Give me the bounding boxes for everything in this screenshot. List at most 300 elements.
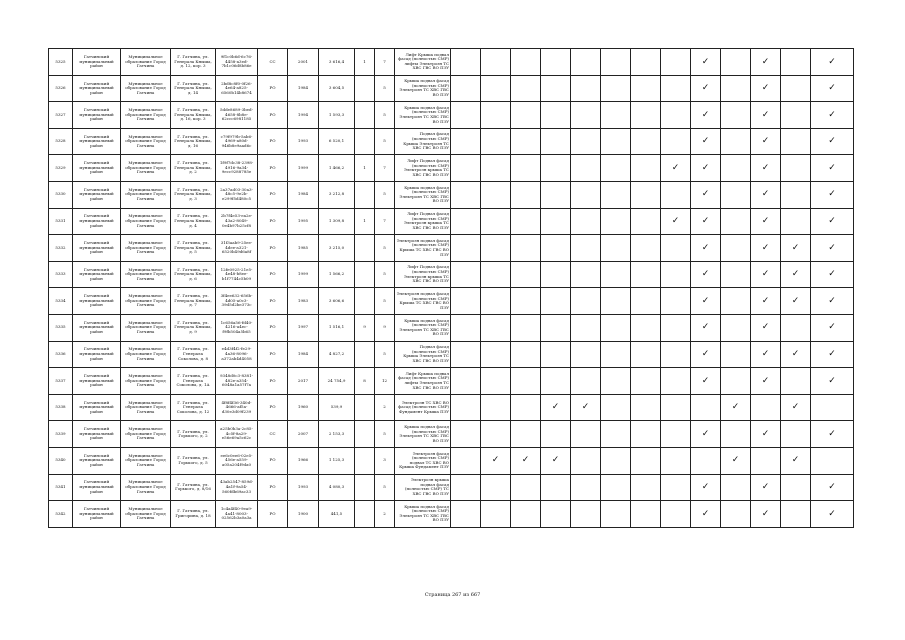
lifts-cell (355, 474, 375, 501)
empty-cell (511, 314, 541, 341)
check-mark-icon: ✓ (691, 102, 721, 129)
empty-cell (541, 261, 571, 288)
check-mark-icon: ✓ (811, 288, 854, 315)
municipality-cell: Муниципальное образование Город Гатчина (121, 421, 171, 448)
row-number: 5338 (49, 394, 73, 421)
check-mark-icon: ✓ (751, 235, 781, 262)
empty-cell (661, 341, 691, 368)
table-row (49, 314, 854, 341)
municipality-cell: Муниципальное образование Город Гатчина (121, 501, 171, 528)
empty-cell (751, 447, 781, 474)
year-cell: 1999 (288, 261, 319, 288)
empty-cell (481, 421, 511, 448)
empty-cell (451, 421, 481, 448)
empty-cell (511, 368, 541, 395)
table-row (49, 235, 854, 262)
empty-cell (781, 102, 811, 129)
year-cell: 2007 (288, 421, 319, 448)
row-number: 5330 (49, 181, 73, 208)
empty-cell (631, 421, 661, 448)
check-mark-icon: ✓ (691, 314, 721, 341)
table-row (49, 501, 854, 528)
district-cell: Гатчинский муниципальный район (73, 394, 121, 421)
empty-cell (601, 368, 631, 395)
empty-cell (481, 208, 511, 235)
empty-cell (781, 49, 811, 76)
check-mark-icon: ✓ (751, 75, 781, 102)
empty-cell (541, 75, 571, 102)
area-cell: 1 125,3 (319, 447, 355, 474)
area-cell: 1 566,2 (319, 261, 355, 288)
empty-cell (721, 102, 751, 129)
lifts-cell (355, 447, 375, 474)
empty-cell (661, 235, 691, 262)
storeys-cell: 5 (375, 75, 395, 102)
row-number: 5333 (49, 261, 73, 288)
empty-cell (541, 368, 571, 395)
row-number: 5328 (49, 128, 73, 155)
empty-cell (541, 208, 571, 235)
address-cell: Г. Гатчина, ул. Генерала Кныша, д. 3 (171, 181, 216, 208)
area-cell: 1 516,1 (319, 314, 355, 341)
house-uid-cell: a25b0b3a-2c85-4c5f-8a29-e56e69a5c62c (216, 421, 258, 448)
municipality-cell: Муниципальное образование Город Гатчина (121, 394, 171, 421)
empty-cell (661, 181, 691, 208)
check-mark-icon: ✓ (811, 128, 854, 155)
empty-cell (781, 314, 811, 341)
type-cell: РО (258, 102, 288, 129)
address-cell: Г. Гатчина, ул. Горького, д. 2 (171, 421, 216, 448)
empty-cell (631, 261, 661, 288)
type-cell: РО (258, 75, 288, 102)
table-row (49, 368, 854, 395)
district-cell: Гатчинский муниципальный район (73, 341, 121, 368)
lifts-cell: 9 (355, 314, 375, 341)
check-mark-icon: ✓ (811, 421, 854, 448)
empty-cell (511, 261, 541, 288)
municipality-cell: Муниципальное образование Город Гатчина (121, 155, 171, 182)
empty-cell (601, 155, 631, 182)
works-description-cell: Лифт Крыша подвал фасад (полностью CMP) лифты Электроэн ТС ХВС ГВС ВО ПЗУ (395, 368, 451, 395)
check-mark-icon: ✓ (751, 102, 781, 129)
empty-cell (451, 128, 481, 155)
empty-cell (451, 261, 481, 288)
house-uid-cell: 31f3aab9-25ee-4dee-a321-6520b49d6a8f (216, 235, 258, 262)
check-mark-icon: ✓ (751, 368, 781, 395)
storeys-cell: 7 (375, 49, 395, 76)
table-row (49, 421, 854, 448)
check-mark-icon: ✓ (661, 155, 691, 182)
area-cell: 1 466,2 (319, 155, 355, 182)
municipality-cell: Муниципальное образование Город Гатчина (121, 261, 171, 288)
address-cell: Г. Гатчина, ул. Генерала Кныша, д. 16, кор. 3 (171, 102, 216, 129)
empty-cell (661, 128, 691, 155)
empty-cell (631, 288, 661, 315)
table-row (49, 155, 854, 182)
storeys-cell: 5 (375, 288, 395, 315)
register-table-body (49, 49, 854, 528)
district-cell: Гатчинский муниципальный район (73, 128, 121, 155)
storeys-cell: 12 (375, 368, 395, 395)
empty-cell (571, 181, 601, 208)
empty-cell (601, 261, 631, 288)
district-cell: Гатчинский муниципальный район (73, 421, 121, 448)
empty-cell (721, 474, 751, 501)
municipality-cell: Муниципальное образование Город Гатчина (121, 235, 171, 262)
address-cell: Г. Гатчина, ул. Генерала Соколова, д. 8 (171, 341, 216, 368)
empty-cell (541, 421, 571, 448)
table-row (49, 474, 854, 501)
empty-cell (601, 128, 631, 155)
municipality-cell: Муниципальное образование Город Гатчина (121, 447, 171, 474)
empty-cell (451, 208, 481, 235)
lifts-cell (355, 128, 375, 155)
empty-cell (571, 261, 601, 288)
storeys-cell: 5 (375, 181, 395, 208)
works-description-cell: Крыша подвал фасад (полностью CMP) Электроэн ТС ХВС ГВС ВО ПЗУ (395, 314, 451, 341)
check-mark-icon: ✓ (811, 501, 854, 528)
empty-cell (451, 75, 481, 102)
empty-cell (781, 181, 811, 208)
empty-cell (601, 501, 631, 528)
check-mark-icon: ✓ (661, 208, 691, 235)
empty-cell (721, 155, 751, 182)
area-cell: 1 309,8 (319, 208, 355, 235)
row-number: 5327 (49, 102, 73, 129)
year-cell: 1983 (288, 288, 319, 315)
empty-cell (781, 501, 811, 528)
house-uid-cell: 43ab2547-859d-4a1f-9a54-560fdb69ac33 (216, 474, 258, 501)
check-mark-icon: ✓ (811, 368, 854, 395)
empty-cell (781, 368, 811, 395)
empty-cell (451, 49, 481, 76)
check-mark-icon: ✓ (751, 128, 781, 155)
type-cell: РО (258, 501, 288, 528)
empty-cell (451, 474, 481, 501)
year-cell: 1993 (288, 474, 319, 501)
type-cell: СС (258, 421, 288, 448)
empty-cell (631, 394, 661, 421)
type-cell: РО (258, 368, 288, 395)
type-cell: РО (258, 261, 288, 288)
year-cell: 1994 (288, 102, 319, 129)
empty-cell (601, 421, 631, 448)
empty-cell (571, 208, 601, 235)
storeys-cell: 5 (375, 261, 395, 288)
check-mark-icon: ✓ (751, 288, 781, 315)
storeys-cell: 3 (375, 447, 395, 474)
empty-cell (481, 181, 511, 208)
empty-cell (661, 261, 691, 288)
empty-cell (571, 368, 601, 395)
empty-cell (661, 501, 691, 528)
house-uid-cell: c79f979b-5ab6-4969-a80d-946b8e9aad6c (216, 128, 258, 155)
district-cell: Гатчинский муниципальный район (73, 75, 121, 102)
works-description-cell: Подвал фасад (полностью CMP) Крыша Электроэн ТС ХВС ГВС ВО ПЗУ (395, 128, 451, 155)
table-row (49, 181, 854, 208)
check-mark-icon: ✓ (751, 474, 781, 501)
lifts-cell (355, 394, 375, 421)
lifts-cell (355, 421, 375, 448)
year-cell: 1995 (288, 208, 319, 235)
address-cell: Г. Гатчина, ул. Генерала Кныша, д. 4 (171, 208, 216, 235)
check-mark-icon: ✓ (691, 155, 721, 182)
year-cell: 1999 (288, 155, 319, 182)
row-number: 5335 (49, 314, 73, 341)
works-description-cell: Крыша подвал фасад (полностью CMP) Электроэн ТС ХВС ГВС ВО ПЗУ (395, 181, 451, 208)
address-cell: Г. Гатчина, ул. Генерала Кныша, д. 16 (171, 128, 216, 155)
check-mark-icon: ✓ (811, 208, 854, 235)
area-cell: 539,9 (319, 394, 355, 421)
empty-cell (721, 501, 751, 528)
row-number: 5342 (49, 501, 73, 528)
row-number: 5334 (49, 288, 73, 315)
register-table (48, 48, 854, 528)
check-mark-icon: ✓ (811, 341, 854, 368)
empty-cell (721, 49, 751, 76)
table-row (49, 102, 854, 129)
house-uid-cell: 3f4ee632-656b-4d05-a0c3-39d5d2be373c (216, 288, 258, 315)
empty-cell (571, 75, 601, 102)
district-cell: Гатчинский муниципальный район (73, 368, 121, 395)
row-number: 5339 (49, 421, 73, 448)
storeys-cell: 2 (375, 394, 395, 421)
row-number: 5331 (49, 208, 73, 235)
empty-cell (601, 181, 631, 208)
area-cell: 3 212,8 (319, 181, 355, 208)
check-mark-icon: ✓ (751, 314, 781, 341)
empty-cell (781, 208, 811, 235)
municipality-cell: Муниципальное образование Город Гатчина (121, 208, 171, 235)
empty-cell (511, 474, 541, 501)
district-cell: Гатчинский муниципальный район (73, 155, 121, 182)
check-mark-icon: ✓ (721, 394, 751, 421)
check-mark-icon: ✓ (751, 501, 781, 528)
area-cell: 3 604,5 (319, 75, 355, 102)
year-cell: 2001 (288, 49, 319, 76)
empty-cell (631, 447, 661, 474)
works-description-cell: Лифт Подвал фасад (полностью CMP) Электроэн крыша ТС ХВС ГВС ВО ПЗУ (395, 155, 451, 182)
empty-cell (451, 235, 481, 262)
empty-cell (661, 49, 691, 76)
empty-cell (721, 128, 751, 155)
check-mark-icon: ✓ (691, 288, 721, 315)
empty-cell (601, 49, 631, 76)
year-cell: 1997 (288, 314, 319, 341)
empty-cell (661, 368, 691, 395)
row-number: 5332 (49, 235, 73, 262)
type-cell: РО (258, 447, 288, 474)
area-cell: 6 520,1 (319, 128, 355, 155)
lifts-cell (355, 261, 375, 288)
address-cell: Г. Гатчина, ул. Генерала Соколова, д. 12 (171, 394, 216, 421)
empty-cell (541, 155, 571, 182)
empty-cell (631, 208, 661, 235)
empty-cell (511, 394, 541, 421)
empty-cell (631, 501, 661, 528)
empty-cell (571, 447, 601, 474)
check-mark-icon: ✓ (541, 447, 571, 474)
house-uid-cell: 9f1c0b6d-6c76-4458-a3ed-7b1c06d8b86e (216, 49, 258, 76)
empty-cell (511, 208, 541, 235)
address-cell: Г. Гатчина, ул. Генерала Кныша, д. 5 (171, 235, 216, 262)
empty-cell (721, 421, 751, 448)
table-row (49, 208, 854, 235)
check-mark-icon: ✓ (811, 235, 854, 262)
check-mark-icon: ✓ (691, 235, 721, 262)
empty-cell (631, 341, 661, 368)
empty-cell (601, 235, 631, 262)
empty-cell (721, 208, 751, 235)
empty-cell (481, 261, 511, 288)
year-cell: 1984 (288, 181, 319, 208)
year-cell: 2017 (288, 368, 319, 395)
works-description-cell: Лифт Крыша подвал фасад (полностью CMP) лифты Электроэн ТС ХВС ГВС ВО ПЗУ (395, 49, 451, 76)
year-cell: 1900 (288, 501, 319, 528)
address-cell: Г. Гатчина, ул. Генерала Соколова, д. 1А (171, 368, 216, 395)
check-mark-icon: ✓ (751, 341, 781, 368)
house-uid-cell: 5dde8689-3bed-4658-8b8e-62ccc6981185 (216, 102, 258, 129)
empty-cell (541, 341, 571, 368)
district-cell: Гатчинский муниципальный район (73, 288, 121, 315)
district-cell: Гатчинский муниципальный район (73, 208, 121, 235)
type-cell: РО (258, 288, 288, 315)
works-description-cell: Электроэн подвал фасад (полностью CMP) Крыша ТС ХВС ГВС ВО ПЗУ (395, 235, 451, 262)
house-uid-cell: e4d3f4f2-fe29-4a36-8096-a372ab4d4058 (216, 341, 258, 368)
lifts-cell (355, 75, 375, 102)
area-cell: 3 215,0 (319, 235, 355, 262)
table-row (49, 261, 854, 288)
empty-cell (691, 447, 721, 474)
check-mark-icon: ✓ (811, 181, 854, 208)
check-mark-icon: ✓ (691, 75, 721, 102)
district-cell: Гатчинский муниципальный район (73, 474, 121, 501)
check-mark-icon: ✓ (751, 181, 781, 208)
empty-cell (451, 368, 481, 395)
empty-cell (571, 102, 601, 129)
empty-cell (481, 128, 511, 155)
house-uid-cell: 4f8f4f36-340d-4666-af5a-d30e3d09f239 (216, 394, 258, 421)
lifts-cell (355, 235, 375, 262)
type-cell: РО (258, 341, 288, 368)
empty-cell (721, 341, 751, 368)
type-cell: РО (258, 314, 288, 341)
empty-cell (631, 474, 661, 501)
table-row (49, 288, 854, 315)
empty-cell (811, 447, 854, 474)
empty-cell (571, 155, 601, 182)
address-cell: Г. Гатчина, ул. Генерала Кныша, д. 6 (171, 261, 216, 288)
storeys-cell: 5 (375, 128, 395, 155)
empty-cell (451, 314, 481, 341)
empty-cell (661, 314, 691, 341)
lifts-cell (355, 341, 375, 368)
address-cell: Г. Гатчина, ул. Горького, д. 5 (171, 447, 216, 474)
check-mark-icon: ✓ (811, 155, 854, 182)
address-cell: Г. Гатчина, ул. Григорина, д. 18 (171, 501, 216, 528)
table-row (49, 128, 854, 155)
table-row (49, 447, 854, 474)
address-cell: Г. Гатчина, ул. Генерала Кныша, д. 7 (171, 288, 216, 315)
empty-cell (601, 447, 631, 474)
empty-cell (571, 501, 601, 528)
empty-cell (631, 314, 661, 341)
empty-cell (451, 102, 481, 129)
empty-cell (511, 155, 541, 182)
row-number: 5337 (49, 368, 73, 395)
empty-cell (691, 394, 721, 421)
empty-cell (631, 75, 661, 102)
storeys-cell: 7 (375, 155, 395, 182)
empty-cell (541, 235, 571, 262)
empty-cell (481, 368, 511, 395)
empty-cell (481, 501, 511, 528)
type-cell: РО (258, 235, 288, 262)
empty-cell (541, 128, 571, 155)
empty-cell (721, 75, 751, 102)
storeys-cell: 5 (375, 102, 395, 129)
house-uid-cell: ee6c0ee6-02e5-456e-a559-a05a204f9da0 (216, 447, 258, 474)
lifts-cell (355, 181, 375, 208)
empty-cell (661, 102, 691, 129)
area-cell: 3 616,4 (319, 49, 355, 76)
check-mark-icon: ✓ (691, 421, 721, 448)
empty-cell (781, 474, 811, 501)
works-description-cell: Подвал фасад (полностью CMP) Крыша Электроэн ТС ХВС ГВС ВО ПЗУ (395, 341, 451, 368)
empty-cell (451, 341, 481, 368)
district-cell: Гатчинский муниципальный район (73, 49, 121, 76)
check-mark-icon: ✓ (781, 235, 811, 262)
address-cell: Г. Гатчина, ул. Горького, д. 8/16 (171, 474, 216, 501)
check-mark-icon: ✓ (811, 474, 854, 501)
check-mark-icon: ✓ (751, 261, 781, 288)
empty-cell (541, 314, 571, 341)
municipality-cell: Муниципальное образование Город Гатчина (121, 368, 171, 395)
works-description-cell: Крыша подвал фасад (полностью CMP) Электроэн ТС ХВС ГВС ВО ПЗУ (395, 75, 451, 102)
house-uid-cell: 2bd8c8f0-0f26-4e64-a825-6560b14b8674 (216, 75, 258, 102)
works-description-cell: Электроэн подвал фасад (полностью CMP) Крыша ТС ХВС ГВС ВО ПЗУ (395, 288, 451, 315)
district-cell: Гатчинский муниципальный район (73, 261, 121, 288)
storeys-cell: 2 (375, 501, 395, 528)
empty-cell (631, 102, 661, 129)
empty-cell (511, 341, 541, 368)
check-mark-icon: ✓ (751, 49, 781, 76)
municipality-cell: Муниципальное образование Город Гатчина (121, 181, 171, 208)
area-cell: 4 080,3 (319, 474, 355, 501)
empty-cell (451, 181, 481, 208)
empty-cell (451, 155, 481, 182)
empty-cell (721, 288, 751, 315)
municipality-cell: Муниципальное образование Город Гатчина (121, 474, 171, 501)
type-cell: РО (258, 181, 288, 208)
empty-cell (661, 288, 691, 315)
district-cell: Гатчинский муниципальный район (73, 447, 121, 474)
check-mark-icon: ✓ (691, 261, 721, 288)
check-mark-icon: ✓ (691, 49, 721, 76)
area-cell: 24 754,9 (319, 368, 355, 395)
empty-cell (511, 421, 541, 448)
check-mark-icon: ✓ (781, 341, 811, 368)
check-mark-icon: ✓ (691, 341, 721, 368)
storeys-cell: 5 (375, 341, 395, 368)
area-cell: 2 153,3 (319, 421, 355, 448)
storeys-cell: 7 (375, 208, 395, 235)
works-description-cell: Лифт Подвал фасад (полностью CMP) Электроэн крыша ТС ХВС ГВС ВО ПЗУ (395, 208, 451, 235)
table-row (49, 49, 854, 76)
type-cell: РО (258, 394, 288, 421)
storeys-cell: 5 (375, 474, 395, 501)
empty-cell (721, 181, 751, 208)
